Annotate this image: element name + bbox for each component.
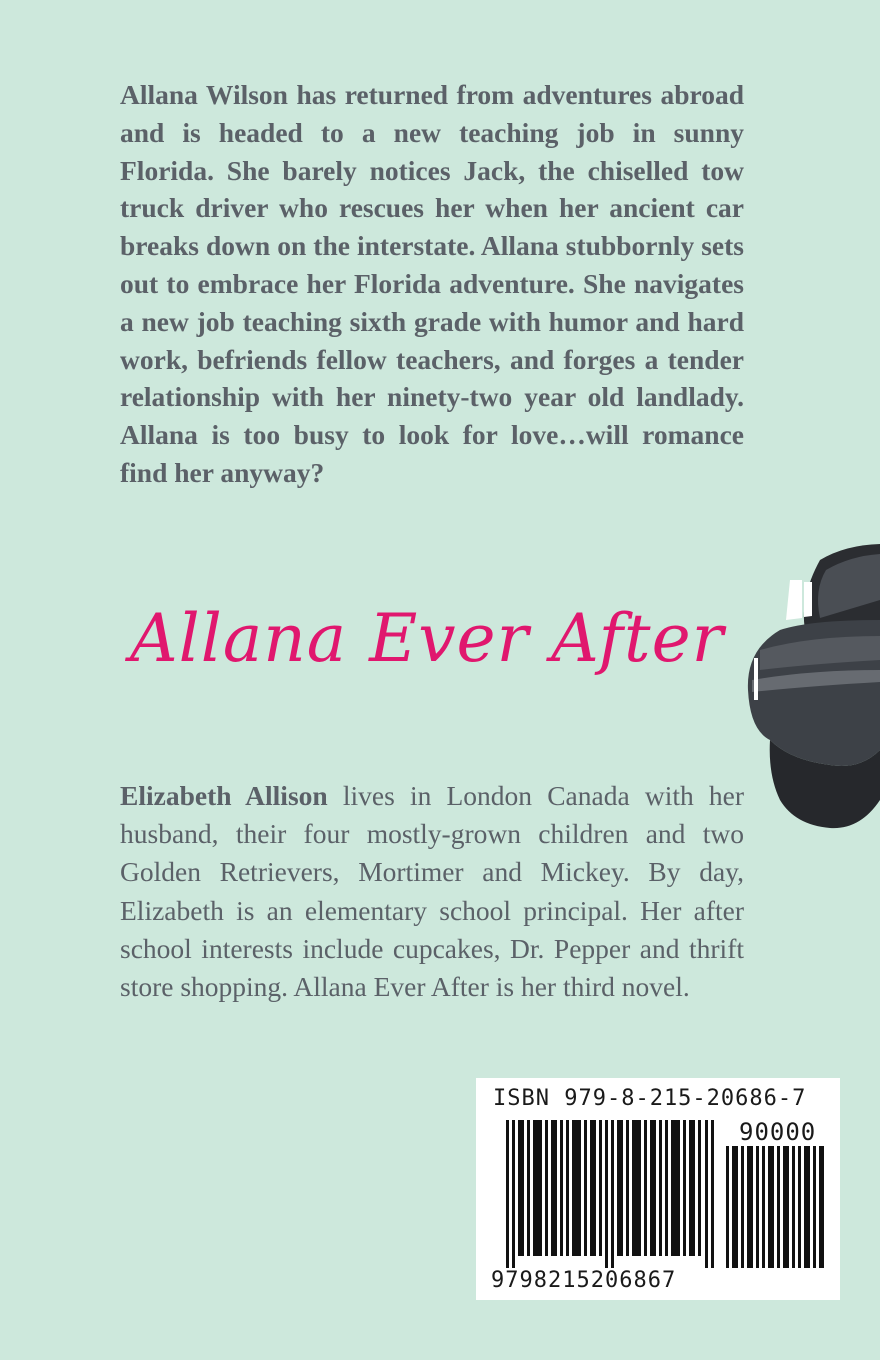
car-illustration	[740, 540, 880, 840]
author-bio	[120, 777, 744, 1006]
author-name: Elizabeth Allison	[120, 780, 328, 811]
isbn-label: ISBN 979-8-215-20686-7	[493, 1086, 807, 1111]
price-code: 90000	[739, 1118, 817, 1146]
ean-barcode-bars	[506, 1120, 714, 1268]
author-bio-text: lives in London Canada with her husband, their four mostly-grown children and two Golden Retrievers, Mortimer and Mickey. By day, Elizabeth is an elementary school principal. Her after school interests include cupcakes, Dr. Pepper and thrift store shopping. Allana Ever After is her third novel.	[120, 780, 744, 1003]
ean-digits: 9798215206867	[491, 1268, 677, 1293]
isbn-barcode	[476, 1078, 840, 1300]
price-barcode-bars	[726, 1146, 824, 1268]
back-cover-blurb: Allana Wilson has returned from adventures abroad and is headed to a new teaching job in sunny Florida. She barely notices Jack, the chiselled tow truck driver who rescues her when her ancient car breaks down on the interstate. Allana stubbornly sets out to embrace her Florida adventure. She navigates a new job teaching sixth grade with humor and hard work, befriends fellow teachers, and forges a tender relationship with her ninety-two year old landlady. Allana is too busy to look for love…will romance find her anyway?	[120, 79, 744, 488]
book-title: Allana Ever After	[130, 600, 725, 677]
